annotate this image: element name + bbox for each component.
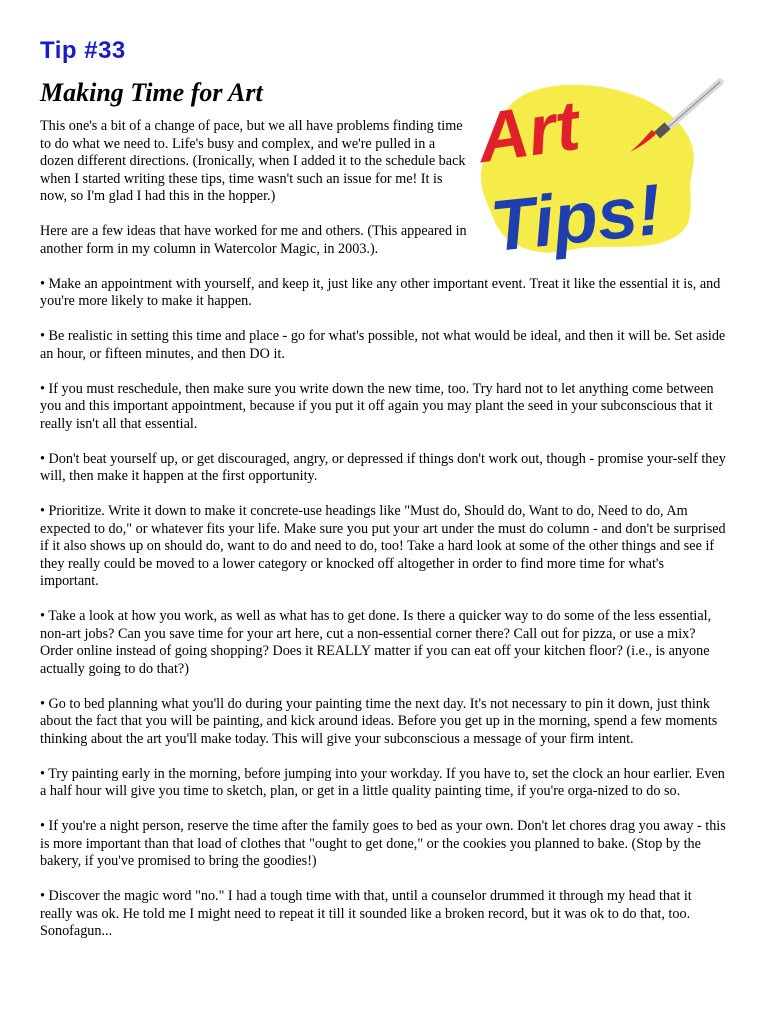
tip-item: • If you're a night person, reserve the time after the family goes to bed as your own. Don't let chores drag you away - this is more important than that load of clothes that "ought to get done," or the cookies you planned to bake. (Stop by the bakery, if you've promised to bring the goodies!)	[40, 818, 726, 869]
tip-item: • Be realistic in setting this time and place - go for what's possible, not what would be ideal, and then it will be. Set aside an hour, or fifteen minutes, and then DO it.	[40, 328, 726, 362]
tip-number-heading: Tip #33	[40, 37, 126, 64]
tip-item: • Try painting early in the morning, before jumping into your workday. If you have to, set the clock an hour earlier. Even a half hour will give you time to sketch, plan, or get in a little quality painting time, if you're orga-nized to do so.	[40, 765, 725, 799]
page-title: Making Time for Art	[40, 78, 263, 107]
tip-item: • Make an appointment with yourself, and keep it, just like any other important event. Treat it like the essential it is, and you're more likely to make it happen.	[40, 275, 721, 309]
logo-tips-text: Tips!	[486, 169, 666, 267]
tip-item: • Prioritize. Write it down to make it concrete-use headings like "Must do, Should do, Want to do, Need to do, Am expected to do," or whatever fits your life. Make sure you put your art under the must do column - and don't be surprised if it also shows up on should do, want to do and need to do, too! Take a hard look at some of the other things and see if they really could be moved to a lower category or knocked off altogether in order to find more time for what's important.	[40, 503, 726, 589]
logo-art-text: Art	[472, 85, 584, 178]
intro-paragraph: Here are a few ideas that have worked for me and others. (This appeared in another form in my column in Watercolor Magic, in 2003.).	[40, 223, 467, 257]
tip-item: • If you must reschedule, then make sure you write down the new time, too. Try hard not to let anything come between you and this important appointment, because if you put it off again you may plant the seed in your subconscious that it really isn't all that essential.	[40, 380, 714, 432]
tip-item: • Take a look at how you work, as well as what has to get done. Is there a quicker way to do some of the less essential, non-art jobs? Can you save time for your art here, cut a non-essential corner there? Call out for pizza, or use a mix? Order online instead of going shopping? Does it REALLY matter if you can eat off your kitchen floor? (i.e., is anyone actually going to do that?)	[40, 608, 712, 677]
intro-paragraph: This one's a bit of a change of pace, but we all have problems finding time to do what we need to. Life's busy and complex, and we're pulled in a dozen different directions. (Ironically, when I added it to the schedule back when I started writing these tips, time wasn't such an issue for me! It is now, so I'm glad I had this in the hopper.)	[40, 118, 466, 204]
tip-item: • Don't beat yourself up, or get discouraged, angry, or depressed if things don't work out, though - promise your-self they will, then make it happen at the first opportunity.	[40, 450, 726, 484]
tips-list	[40, 276, 726, 941]
tip-item: • Go to bed planning what you'll do during your painting time the next day. It's not necessary to pin it down, just think about the fact that you will be painting, and kick around ideas. Before you get up in the morning, spend a few moments thinking about the art you'll make today. This will give your subconscious a message of your firm intent.	[40, 695, 718, 747]
tip-item: • Discover the magic word "no." I had a tough time with that, until a counselor drummed it through my head that it really was ok. He told me I might need to repeat it till it sounded like a broken record, but it was ok to do that, too. Sonofagun...	[40, 888, 692, 939]
art-tips-logo	[460, 72, 730, 267]
intro-section	[40, 118, 470, 258]
